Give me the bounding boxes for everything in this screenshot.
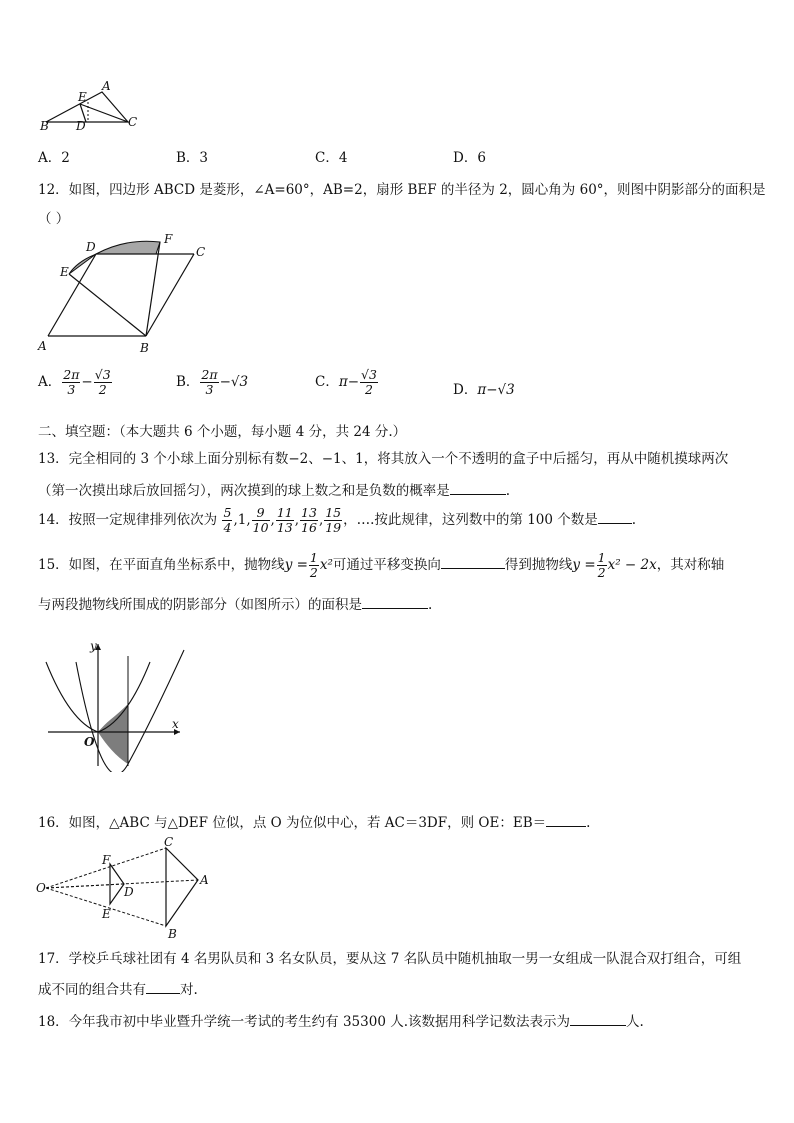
q15-label-O: O — [84, 735, 95, 749]
q12-label-A: A — [38, 339, 47, 353]
q16-label-O: O — [36, 881, 46, 895]
q11-option-a: A．2 — [38, 150, 70, 166]
q13-answer-blank[interactable] — [450, 480, 506, 495]
q11-label-B: B — [40, 119, 49, 132]
q15-area-blank[interactable] — [362, 594, 428, 609]
q14-question: 14．按照一定规律排列依次为 $\frac{5}{4}$ ,1, $\frac{9}{10}$ , $\frac{11}{13}$ , $\frac{13}{16}$ , $\frac{15}{19}$ ，….按此规律，这列数中的第 100 个数是 . — [38, 505, 637, 535]
q16-label-E: E — [102, 907, 111, 921]
q12-rhombus-figure — [36, 232, 226, 358]
q15-parabola-figure — [40, 636, 190, 772]
q16-question: 16．如图，△ABC 与△DEF 位似，点 O 为位似中心，若 AC＝3DF，则 OE：EB＝ . — [38, 811, 590, 831]
q11-triangle-figure — [36, 80, 146, 132]
q15-direction-blank[interactable] — [441, 554, 505, 569]
q11-label-E: E — [78, 90, 87, 104]
q13-question-line1: 13．完全相同的 3 个小球上面分别标有数−2、−1、1，将其放入一个不透明的盒子中后摇匀，再从中随机摸球两次 — [38, 451, 729, 467]
q12-question-line2: （ ） — [38, 211, 70, 227]
q17-answer-blank[interactable] — [146, 979, 180, 994]
q16-homothety-figure — [36, 834, 216, 940]
q16-label-B: B — [168, 927, 177, 940]
q11-label-A: A — [102, 80, 111, 93]
section-title-fill-in: 二、填空题：（本大题共 6 个小题，每小题 4 分，共 24 分.） — [38, 424, 407, 440]
q16-label-D: D — [124, 885, 134, 899]
q15-label-x: x — [172, 717, 179, 731]
q13-question-line2: （第一次摸出球后放回摇匀），两次摸到的球上数之和是负数的概率是 . — [38, 479, 510, 499]
q12-question-line1: 12．如图，四边形 ABCD 是菱形，∠A=60°，AB=2，扇形 BEF 的半径为 2，圆心角为 60°，则图中阴影部分的面积是 — [38, 182, 766, 198]
q12-label-F: F — [164, 232, 173, 246]
q17-question-line2: 成不同的组合共有 对. — [38, 978, 198, 998]
q16-label-A: A — [200, 873, 209, 887]
q12-option-b: B． $\frac{2\pi}{3}$ −√3 — [176, 367, 249, 397]
q11-option-d: D．6 — [453, 150, 486, 166]
q12-option-d: D．π−√3 — [453, 382, 515, 398]
q12-label-B: B — [140, 341, 149, 355]
q16-answer-blank[interactable] — [546, 812, 586, 827]
q12-option-a: A． $\frac{2\pi}{3}$ − $\frac{√3}{2}$ — [38, 367, 111, 397]
q12-option-c: C．π− $\frac{√3}{2}$ — [315, 367, 377, 397]
q12-label-C: C — [196, 245, 206, 259]
q18-question: 18．今年我市初中毕业暨升学统一考试的考生约有 35300 人.该数据用科学记数法表示为 人. — [38, 1010, 644, 1030]
q17-question-line1: 17．学校乒乓球社团有 4 名男队员和 3 名女队员，要从这 7 名队员中随机抽取一男一女组成一队混合双打组合，可组 — [38, 951, 742, 967]
q15-question-line2: 与两段抛物线所围成的阴影部分（如图所示）的面积是 . — [38, 593, 432, 613]
q11-option-c: C．4 — [315, 150, 348, 166]
q12-label-E: E — [60, 265, 69, 279]
q15-question-line1: 15．如图，在平面直角坐标系中，抛物线y = $\frac{1}{2}$ x²可通过平移变换向 得到抛物线y = $\frac{1}{2}$ x² − 2x，其对称轴 — [38, 550, 725, 580]
q15-label-y: y — [90, 639, 97, 653]
q16-label-C: C — [164, 835, 174, 849]
q16-label-F: F — [102, 853, 111, 867]
q18-answer-blank[interactable] — [570, 1011, 626, 1026]
q14-answer-blank[interactable] — [598, 509, 632, 524]
q11-label-D: D — [76, 119, 86, 132]
q11-option-b: B．3 — [176, 150, 209, 166]
q11-label-C: C — [128, 115, 138, 129]
q12-label-D: D — [86, 240, 96, 254]
